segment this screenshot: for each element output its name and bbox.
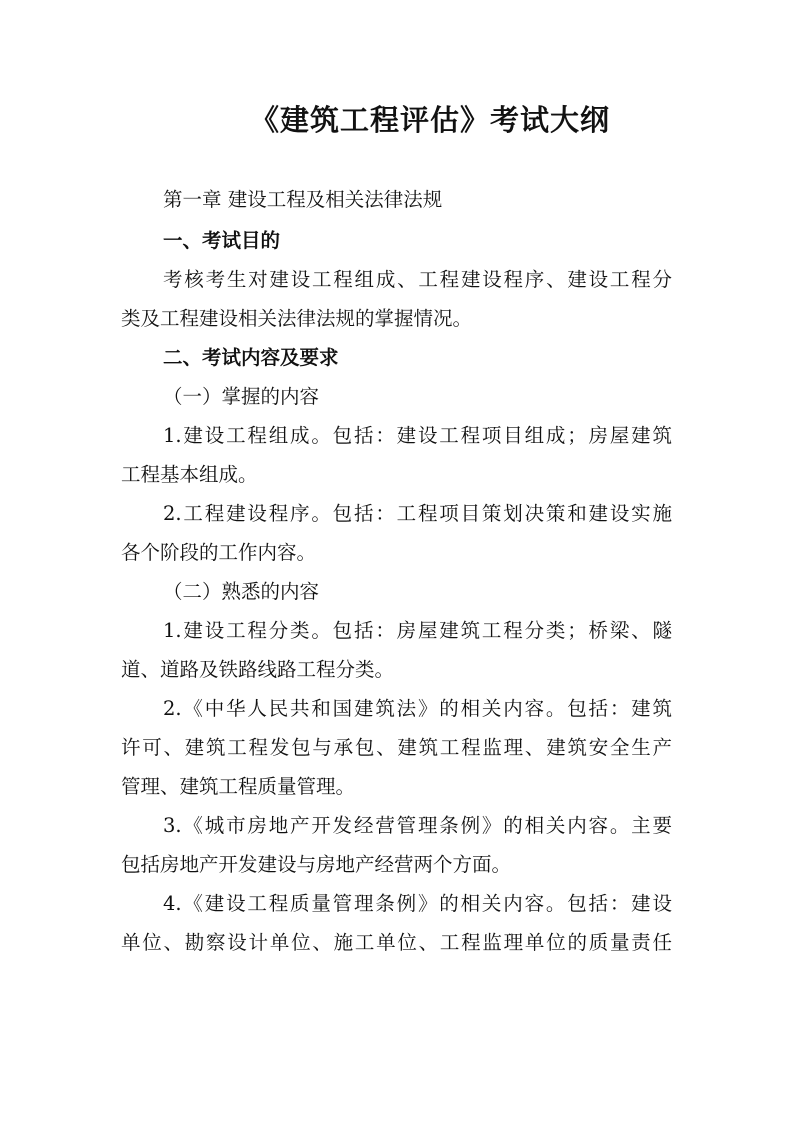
paragraph-line: 3.《城市房地产开发经营管理条例》的相关内容。主要 [163, 814, 672, 837]
paragraph-line: 类及工程建设相关法律法规的掌握情况。 [121, 307, 473, 330]
subsection-heading: （二）熟悉的内容 [163, 580, 320, 603]
section-heading: 二、考试内容及要求 [163, 346, 339, 369]
paragraph-line: 2.《中华人民共和国建筑法》的相关内容。包括：建筑 [163, 697, 672, 720]
paragraph-line: 工程基本组成。 [121, 463, 258, 486]
paragraph-line: 许可、建筑工程发包与承包、建筑工程监理、建筑安全生产 [121, 736, 672, 759]
paragraph-line: 包括房地产开发建设与房地产经营两个方面。 [121, 853, 512, 876]
chapter-heading: 第一章 建设工程及相关法律法规 [163, 188, 443, 211]
document-title: 《建筑工程评估》考试大纲 [250, 103, 611, 137]
paragraph-line: 1.建设工程分类。包括：房屋建筑工程分类；桥梁、隧 [163, 619, 672, 642]
section-heading: 一、考试目的 [163, 229, 281, 252]
paragraph-line: 4.《建设工程质量管理条例》的相关内容。包括：建设 [163, 892, 672, 915]
paragraph-line: 道、道路及铁路线路工程分类。 [121, 658, 395, 681]
paragraph-line: 单位、勘察设计单位、施工单位、工程监理单位的质量责任 [121, 931, 672, 954]
paragraph-line: 管理、建筑工程质量管理。 [121, 775, 356, 798]
paragraph-line: 2.工程建设程序。包括：工程项目策划决策和建设实施 [163, 502, 672, 525]
paragraph-line: 1.建设工程组成。包括：建设工程项目组成；房屋建筑 [163, 424, 672, 447]
subsection-heading: （一）掌握的内容 [163, 385, 320, 408]
paragraph-line: 各个阶段的工作内容。 [121, 541, 317, 564]
document-body [121, 180, 672, 962]
paragraph-line: 考核考生对建设工程组成、工程建设程序、建设工程分 [163, 268, 672, 291]
